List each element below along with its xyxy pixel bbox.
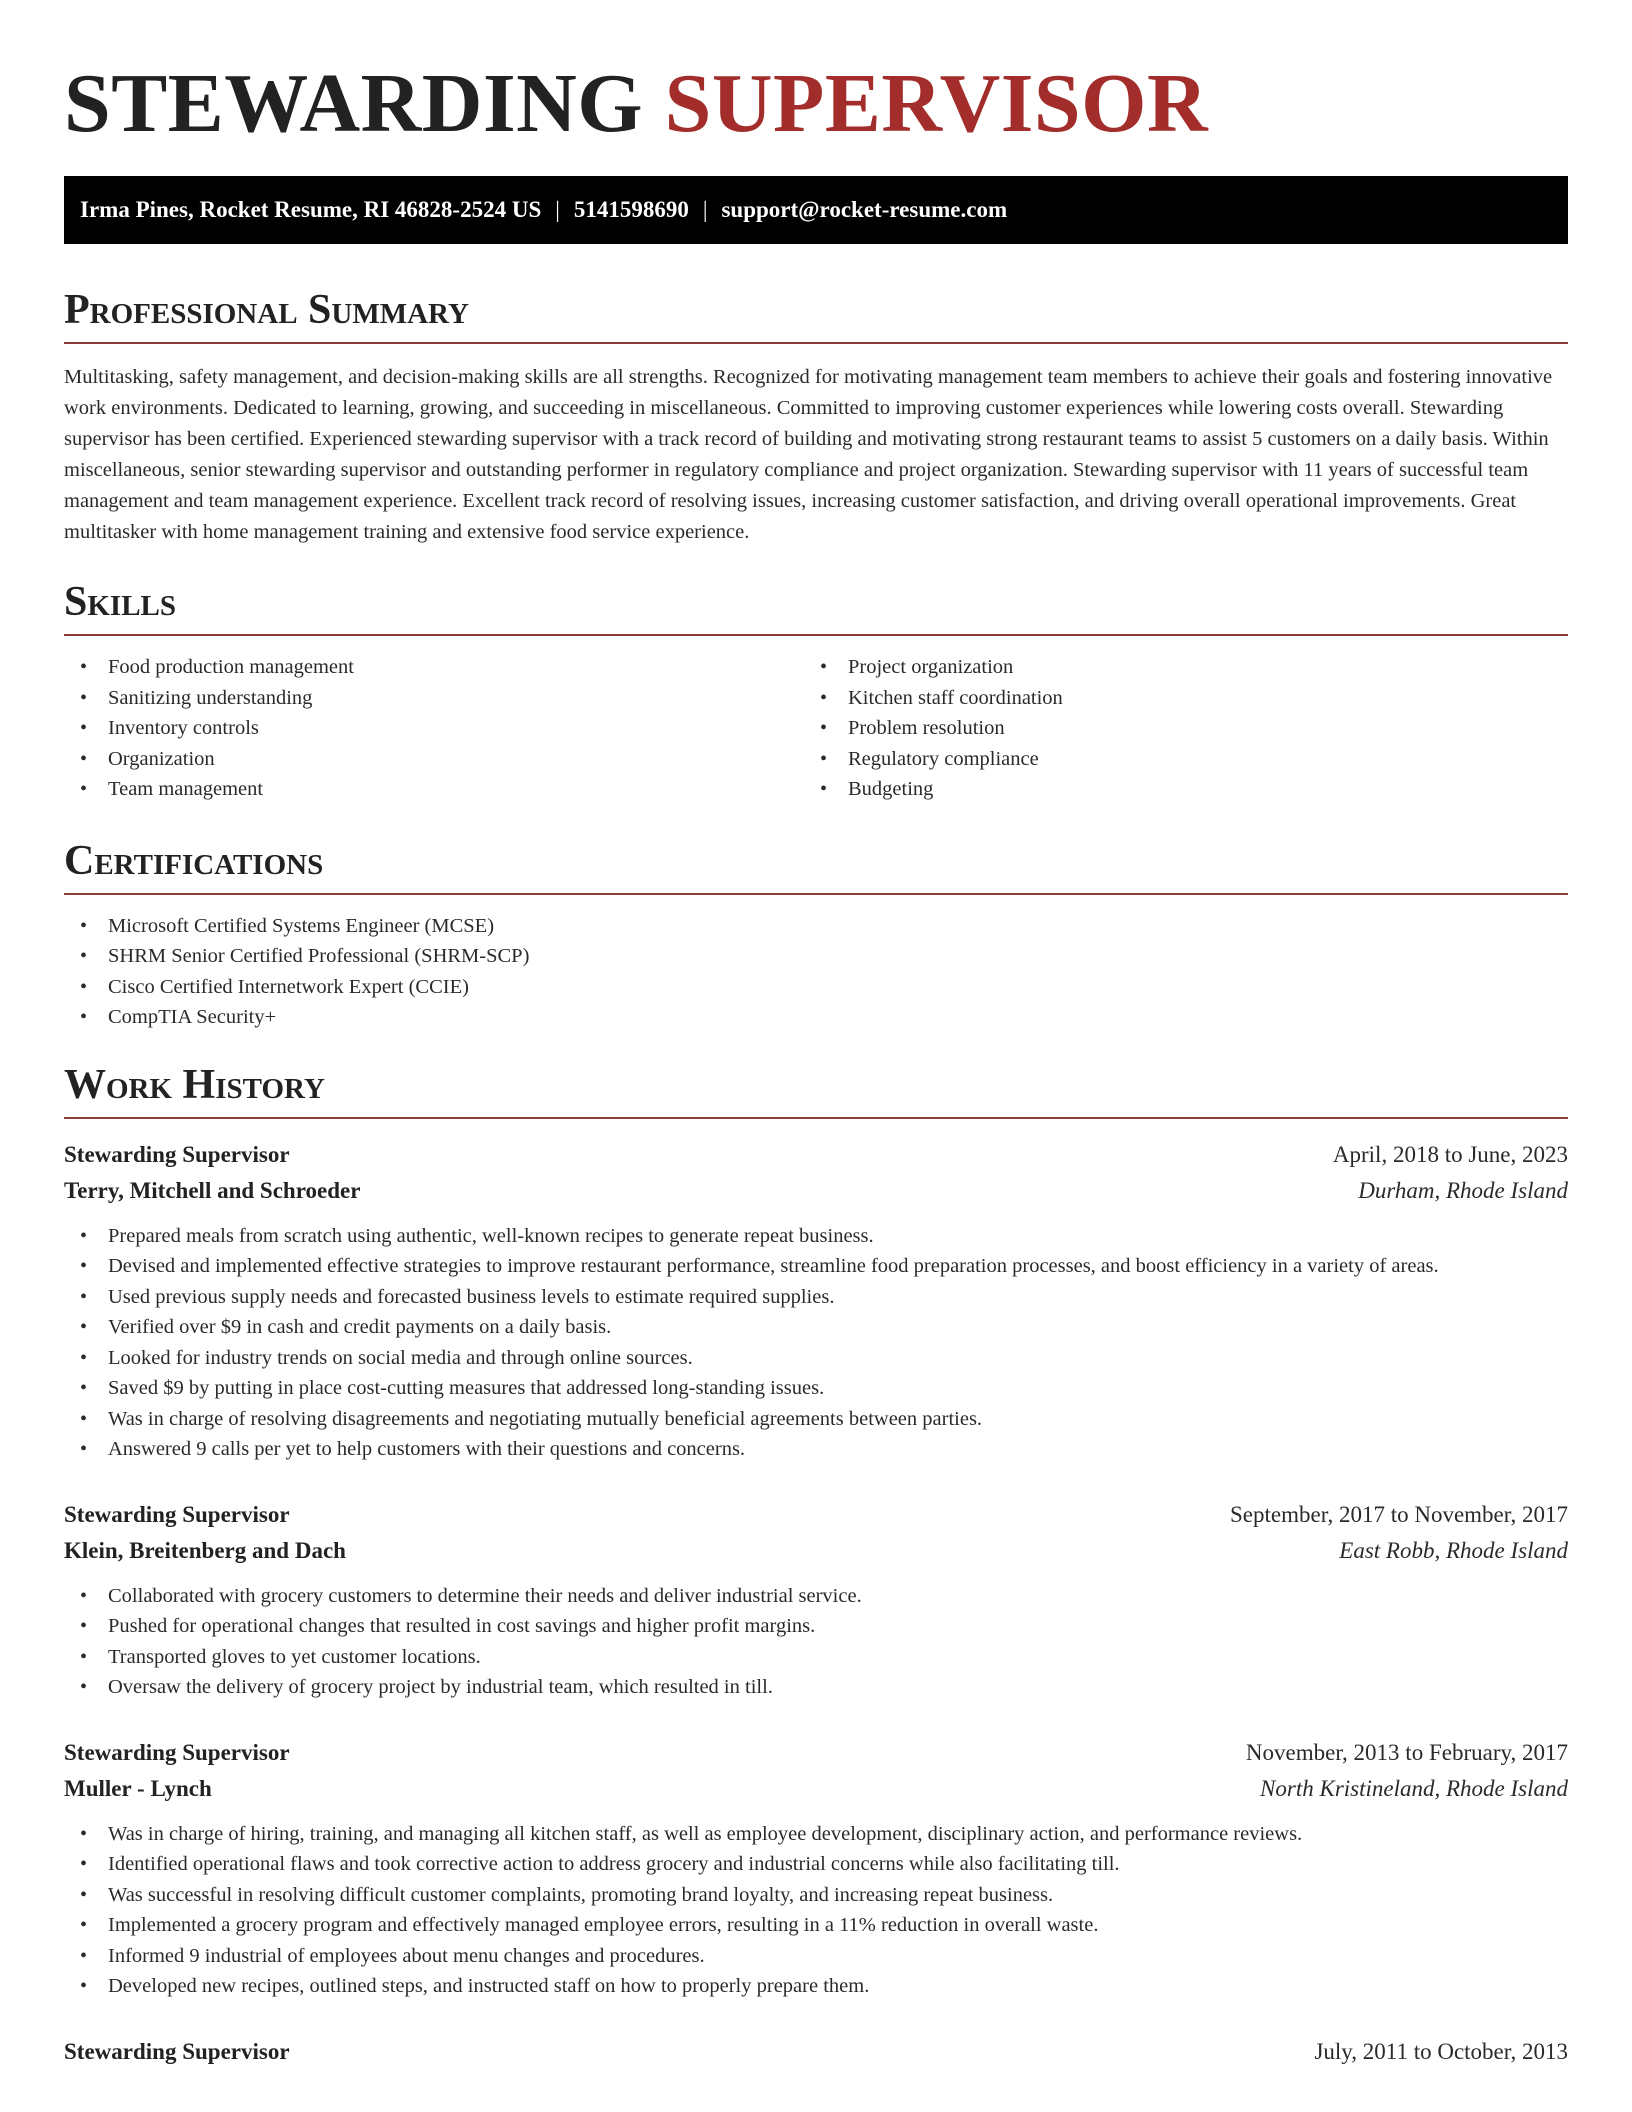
skill-item: • Organization xyxy=(64,744,804,775)
contact-address: Irma Pines, Rocket Resume, RI 46828-2524 US xyxy=(80,197,542,222)
job-duty-item: • Looked for industry trends on social media and through online sources. xyxy=(64,1343,1568,1374)
title-first-word: STEWARDING xyxy=(64,57,644,150)
job-dates: July, 2011 to October, 2013 xyxy=(1314,2038,1568,2064)
certifications-list xyxy=(64,911,1568,1033)
contact-separator: | xyxy=(555,197,560,222)
certification-item: • Microsoft Certified Systems Engineer (MCSE) xyxy=(64,911,1568,942)
certification-item: • Cisco Certified Internetwork Expert (CCIE) xyxy=(64,972,1568,1003)
job-duties-list xyxy=(64,1221,1568,1465)
job-dates: November, 2013 to February, 2017 xyxy=(1245,1739,1568,1765)
job-duty-item: • Pushed for operational changes that resulted in cost savings and higher profit margins. xyxy=(64,1611,1568,1642)
job-entry xyxy=(64,1137,1568,1465)
job-location: Durham, Rhode Island xyxy=(1358,1177,1568,1203)
contact-phone: 5141598690 xyxy=(573,197,689,222)
skills-list-right xyxy=(804,652,1544,805)
work-history-heading: Work History xyxy=(64,1059,1568,1119)
job-duty-item: • Implemented a grocery program and effectively managed employee errors, resulting in a 11% reduction in overall waste. xyxy=(64,1910,1568,1941)
work-history-list xyxy=(64,1137,1568,2070)
job-entry xyxy=(64,1735,1568,2002)
job-duty-item: • Transported gloves to yet customer locations. xyxy=(64,1642,1568,1673)
skill-item: • Regulatory compliance xyxy=(804,744,1544,775)
job-duty-item: • Used previous supply needs and forecasted business levels to estimate required supplies. xyxy=(64,1282,1568,1313)
skill-item: • Budgeting xyxy=(804,774,1544,805)
job-duty-item: • Developed new recipes, outlined steps, and instructed staff on how to properly prepare them. xyxy=(64,1971,1568,2002)
skills-column-left xyxy=(64,652,804,805)
skill-item: • Kitchen staff coordination xyxy=(804,683,1544,714)
job-duty-item: • Prepared meals from scratch using authentic, well-known recipes to generate repeat business. xyxy=(64,1221,1568,1252)
job-duty-item: • Was in charge of hiring, training, and managing all kitchen staff, as well as employee development, disciplinary action, and performance reviews. xyxy=(64,1819,1568,1850)
job-duty-item: • Collaborated with grocery customers to determine their needs and deliver industrial service. xyxy=(64,1581,1568,1612)
job-location: East Robb, Rhode Island xyxy=(1339,1537,1568,1563)
summary-heading: Professional Summary xyxy=(64,284,1568,344)
job-company: Muller - Lynch xyxy=(64,1775,212,1801)
job-company-row xyxy=(64,1173,1568,1209)
job-duty-item: • Devised and implemented effective strategies to improve restaurant performance, streamline food preparation processes, and boost efficiency in a variety of areas. xyxy=(64,1251,1568,1282)
job-title: Stewarding Supervisor xyxy=(64,1501,290,1527)
contact-email: support@rocket-resume.com xyxy=(721,197,1008,222)
job-duty-item: • Oversaw the delivery of grocery project by industrial team, which resulted in till. xyxy=(64,1672,1568,1703)
job-title: Stewarding Supervisor xyxy=(64,2038,290,2064)
summary-text: Multitasking, safety management, and decision-making skills are all strengths. Recognized for motivating management team members to achieve their goals and fostering innovative work environments. Dedicated to learning, growing, and succeeding in miscellaneous. Committed to improving customer experiences while lowering costs overall. Stewarding supervisor has been certified. Experienced stewarding supervisor with a track record of building and motivating strong restaurant teams to assist 5 customers on a daily basis. Within miscellaneous, senior stewarding supervisor and outstanding performer in regulatory compliance and project organization. Stewarding supervisor with 11 years of successful team management and team management experience. Excellent track record of resolving issues, increasing customer satisfaction, and driving overall operational improvements. Great multitasker with home management training and extensive food service experience. xyxy=(64,366,1553,543)
skill-item: • Project organization xyxy=(804,652,1544,683)
skill-item: • Food production management xyxy=(64,652,804,683)
job-duty-item: • Verified over $9 in cash and credit payments on a daily basis. xyxy=(64,1312,1568,1343)
job-title-row xyxy=(64,1137,1568,1173)
job-duty-item: • Was successful in resolving difficult customer complaints, promoting brand loyalty, and increasing repeat business. xyxy=(64,1880,1568,1911)
job-title: Stewarding Supervisor xyxy=(64,1141,290,1167)
job-title-row xyxy=(64,1735,1568,1771)
job-company-row xyxy=(64,1533,1568,1569)
skills-heading: Skills xyxy=(64,576,1568,636)
skills-column-right xyxy=(804,652,1544,805)
skills-grid xyxy=(64,652,1568,805)
job-title-row xyxy=(64,1497,1568,1533)
job-duty-item: • Identified operational flaws and took corrective action to address grocery and industrial concerns while also facilitating till. xyxy=(64,1849,1568,1880)
resume-page xyxy=(64,0,1568,2070)
job-duty-item: • Answered 9 calls per yet to help customers with their questions and concerns. xyxy=(64,1434,1568,1465)
job-duty-item: • Was in charge of resolving disagreements and negotiating mutually beneficial agreements between parties. xyxy=(64,1404,1568,1435)
job-entry xyxy=(64,1497,1568,1703)
skills-list-left xyxy=(64,652,804,805)
job-location: North Kristineland, Rhode Island xyxy=(1260,1775,1568,1801)
job-entry xyxy=(64,2034,1568,2070)
certification-item: • CompTIA Security+ xyxy=(64,1002,1568,1033)
job-title: Stewarding Supervisor xyxy=(64,1739,290,1765)
skill-item: • Problem resolution xyxy=(804,713,1544,744)
job-company: Terry, Mitchell and Schroeder xyxy=(64,1177,361,1203)
contact-separator: | xyxy=(702,197,708,222)
skill-item: • Inventory controls xyxy=(64,713,804,744)
skill-item: • Team management xyxy=(64,774,804,805)
title-second-word: SUPERVISOR xyxy=(664,57,1209,150)
skill-item: • Sanitizing understanding xyxy=(64,683,804,714)
certification-item: • SHRM Senior Certified Professional (SHRM-SCP) xyxy=(64,941,1568,972)
job-dates: September, 2017 to November, 2017 xyxy=(1230,1501,1568,1527)
job-duties-list xyxy=(64,1581,1568,1703)
resume-title xyxy=(64,0,1568,152)
contact-bar xyxy=(64,176,1568,244)
job-company-row xyxy=(64,1771,1568,1807)
job-duties-list xyxy=(64,1819,1568,2002)
job-duty-item: • Informed 9 industrial of employees about menu changes and procedures. xyxy=(64,1941,1568,1972)
job-duty-item: • Saved $9 by putting in place cost-cutting measures that addressed long-standing issues. xyxy=(64,1373,1568,1404)
job-dates: April, 2018 to June, 2023 xyxy=(1332,1141,1568,1167)
job-company: Klein, Breitenberg and Dach xyxy=(64,1537,346,1563)
job-title-row xyxy=(64,2034,1568,2070)
certifications-heading: Certifications xyxy=(64,835,1568,895)
